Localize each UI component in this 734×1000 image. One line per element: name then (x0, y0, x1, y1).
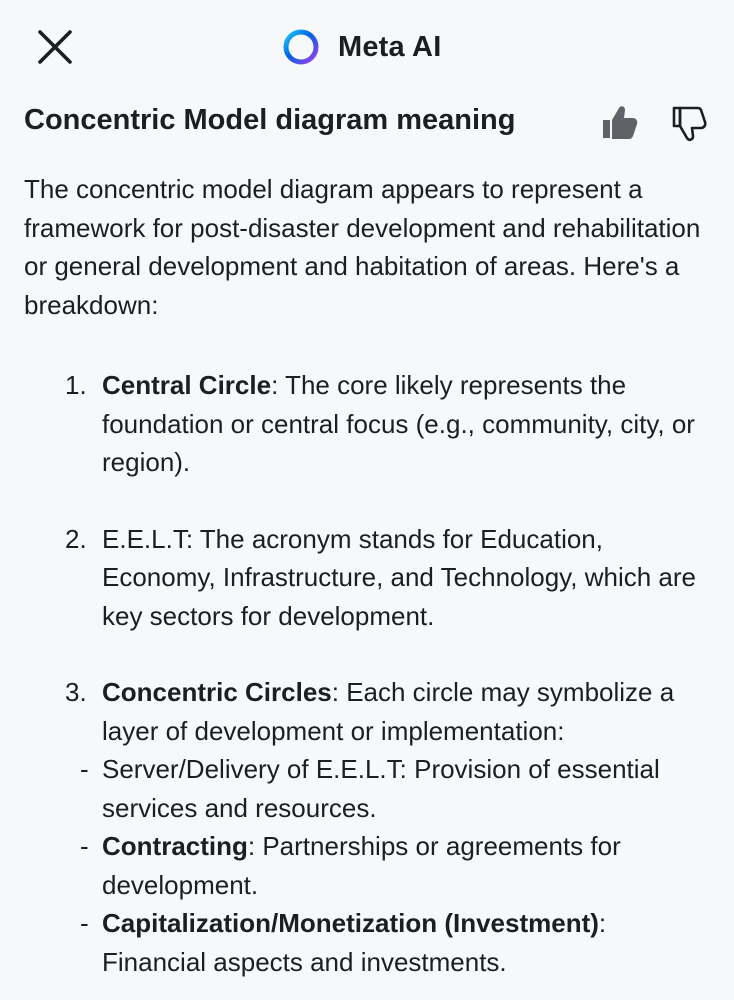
list-item-text: : Each circle may symbolize a layer of development or implementation: (102, 677, 675, 746)
ai-response (24, 170, 714, 981)
sub-list-text: : Partnerships or agreements for development. (102, 831, 621, 900)
list-item-text: : The core likely represents the foundation or central focus (e.g., community, city, or region). (102, 370, 695, 477)
thumbs-down-button[interactable] (668, 102, 710, 144)
sub-list-text: : Financial aspects and investments. (102, 908, 607, 977)
list-item-number: 3. (65, 677, 87, 707)
list-item (24, 366, 714, 482)
app-brand (282, 25, 441, 69)
sub-list-dash: - (80, 831, 89, 861)
response-intro: The concentric model diagram appears to represent a framework for post-disaster development and rehabilitation or general development and habitation of areas. Here's a breakdown: (24, 174, 701, 320)
list-item-heading: Central Circle (102, 370, 272, 400)
sub-list-dash: - (80, 754, 89, 784)
sub-list-item (24, 750, 714, 827)
sub-list-item (24, 904, 714, 981)
thumbs-down-icon (668, 102, 710, 144)
list-item-number: 1. (65, 370, 87, 400)
conversation-title: Concentric Model diagram meaning (24, 104, 516, 136)
thumbs-up-icon (598, 102, 640, 144)
close-icon (36, 28, 74, 66)
list-item (24, 673, 714, 750)
thumbs-up-button[interactable] (598, 102, 640, 144)
list-item-heading: Concentric Circles (102, 677, 332, 707)
list-item-number: 2. (65, 523, 87, 554)
list-item (24, 520, 714, 636)
response-list (24, 366, 714, 981)
sub-list-text: Server/Delivery of E.E.L.T: Provision of essential services and resources. (102, 754, 660, 823)
app-title: Meta AI (338, 30, 442, 63)
sub-list-heading: Contracting (102, 831, 248, 861)
conversation-title-row (24, 100, 714, 150)
top-bar (0, 0, 734, 96)
close-button[interactable] (36, 28, 74, 66)
sub-list-heading: Capitalization/Monetization (Investment) (102, 908, 599, 938)
meta-ai-logo-icon (282, 28, 320, 66)
sub-list-item (24, 827, 714, 904)
sub-list-dash: - (80, 908, 89, 938)
list-item-text: E.E.L.T: The acronym stands for Education, Economy, Infrastructure, and Technology, which are key sectors for development. (102, 523, 696, 631)
